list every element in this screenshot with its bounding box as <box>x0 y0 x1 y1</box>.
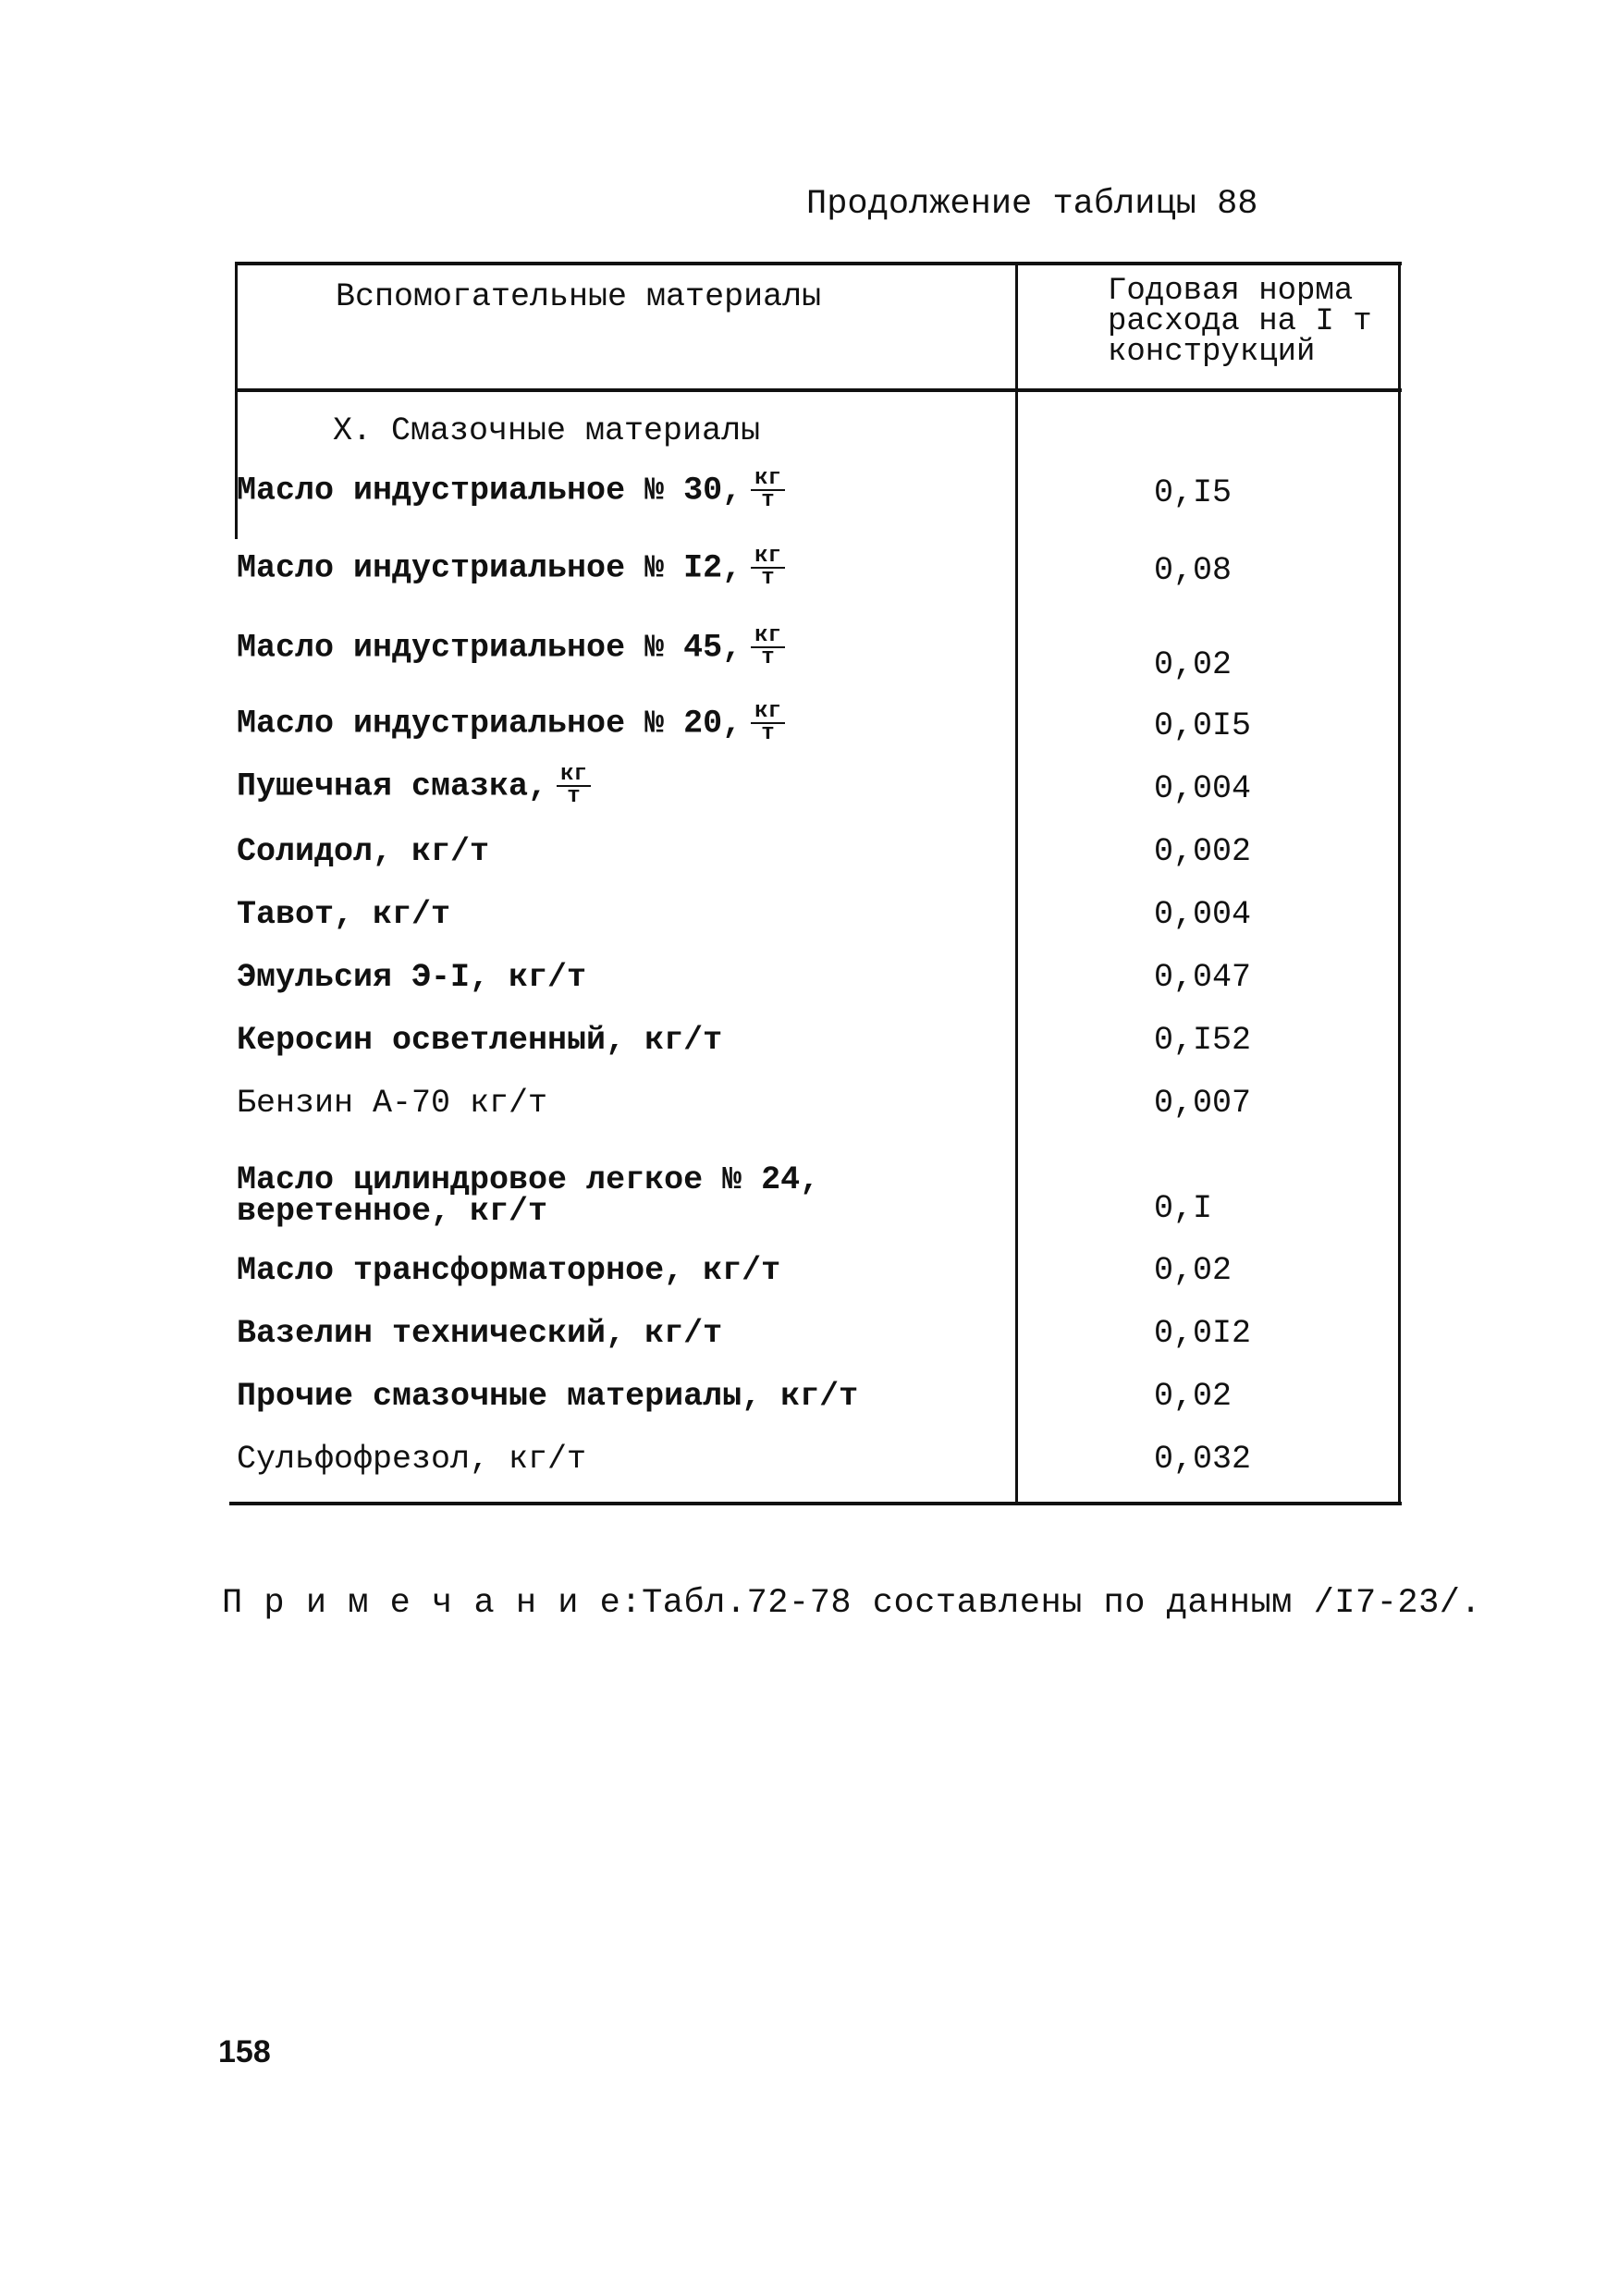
row-value: 0,I5 <box>1154 474 1233 511</box>
row-label: Керосин осветленный, кг/т <box>237 1022 723 1059</box>
column-header-materials: Вспомогательные материалы <box>336 278 822 315</box>
page-number: 158 <box>218 2034 271 2069</box>
table-row <box>229 1245 1402 1300</box>
row-label: Масло трансформаторное, кг/т <box>237 1252 781 1289</box>
row-label: Тавот, кг/т <box>237 896 451 933</box>
row-label: Сульфофрезол, кг/т <box>237 1441 587 1478</box>
row-label: Масло индустриальное № I2, $\frac{кг}{т}$ <box>237 546 785 589</box>
unit-fraction: $\frac{кг}{т}$ <box>751 702 785 744</box>
table-row <box>229 1433 1402 1489</box>
unit-fraction: $\frac{кг}{т}$ <box>557 765 591 807</box>
row-value: 0,047 <box>1154 959 1252 996</box>
row-value: 0,02 <box>1154 1378 1233 1415</box>
table-row <box>229 826 1402 881</box>
column-header-norm-line-1: Годовая норма <box>1108 274 1354 309</box>
row-label: Эмульсия Э-I, кг/т <box>237 959 587 996</box>
table-row <box>229 623 1402 683</box>
unit-fraction: $\frac{кг}{т}$ <box>751 546 785 589</box>
column-header-norm-line-3: конструкций <box>1108 335 1316 370</box>
row-value: 0,02 <box>1154 646 1233 683</box>
section-title: X. Смазочные материалы <box>333 412 761 449</box>
row-label: Вазелин технический, кг/т <box>237 1315 723 1352</box>
unit-fraction: $\frac{кг}{т}$ <box>751 626 785 669</box>
row-label: Масло цилиндровое легкое № 24, веретенное, кг/т <box>237 1161 820 1230</box>
table-row <box>229 467 1402 522</box>
row-label: Солидол, кг/т <box>237 833 490 870</box>
table-note: П р и м е ч а н и е:Табл.72-78 составлены по данным /I7-23/. <box>222 1584 1482 1623</box>
table-top-border <box>235 262 1402 265</box>
header-bottom-border <box>235 388 1402 392</box>
table-row <box>229 1370 1402 1426</box>
row-value: 0,004 <box>1154 896 1252 933</box>
column-header-norm-line-2: расхода на I т <box>1108 304 1372 339</box>
materials-table <box>229 262 1402 1505</box>
row-label: Масло индустриальное № 30, $\frac{кг}{т}$ <box>237 469 785 511</box>
row-value: 0,I <box>1154 1190 1213 1227</box>
row-label: Пушечная смазка, $\frac{кг}{т}$ <box>237 765 591 807</box>
row-label: Прочие смазочные материалы, кг/т <box>237 1378 859 1415</box>
row-value: 0,002 <box>1154 833 1252 870</box>
row-value: 0,02 <box>1154 1252 1233 1289</box>
table-row <box>229 1149 1402 1233</box>
row-label: Бензин А-70 кг/т <box>237 1085 548 1122</box>
table-row <box>229 952 1402 1007</box>
table-row <box>229 1308 1402 1363</box>
row-value: 0,08 <box>1154 552 1233 589</box>
row-label: Масло индустриальное № 20, $\frac{кг}{т}$ <box>237 702 785 744</box>
table-row <box>229 545 1402 600</box>
row-value: 0,004 <box>1154 770 1252 807</box>
column-header-norm <box>1108 276 1372 368</box>
table-bottom-border <box>229 1502 1402 1505</box>
row-value: 0,I52 <box>1154 1022 1252 1059</box>
row-label: Масло индустриальное № 45, $\frac{кг}{т}$ <box>237 626 785 669</box>
row-value: 0,007 <box>1154 1085 1252 1122</box>
row-value: 0,0I5 <box>1154 707 1252 744</box>
table-row <box>229 700 1402 755</box>
table-row <box>229 1014 1402 1070</box>
table-row <box>229 763 1402 818</box>
unit-fraction: $\frac{кг}{т}$ <box>751 469 785 511</box>
row-value: 0,0I2 <box>1154 1315 1252 1352</box>
table-caption: Продолжение таблицы 88 <box>806 185 1258 224</box>
table-row <box>229 1077 1402 1133</box>
row-value: 0,032 <box>1154 1441 1252 1478</box>
table-row <box>229 889 1402 944</box>
